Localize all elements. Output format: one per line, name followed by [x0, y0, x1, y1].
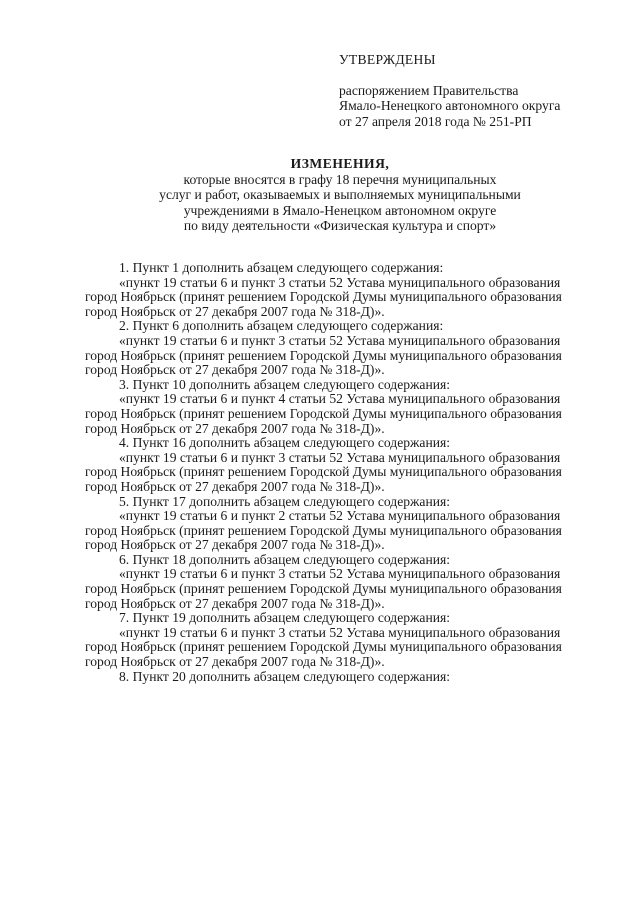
approval-line: Ямало-Ненецкого автономного округа [339, 98, 561, 113]
item-quote-line: город Ноябрьск (принят решением Городской Думы муниципального образования [85, 405, 562, 421]
heading-line: по виду деятельности «Физическая культура и спорт» [183, 217, 497, 233]
item-quote-line: город Ноябрьск (принят решением Городской Думы муниципального образования [85, 289, 562, 305]
change-item [85, 378, 600, 436]
heading-line: которые вносятся в графу 18 перечня муниципальных [183, 172, 497, 188]
document-heading [100, 156, 580, 233]
heading-title: ИЗМЕНЕНИЯ, [290, 156, 390, 171]
change-item [85, 319, 600, 377]
item-lead: 2. Пункт 6 дополнить абзацем следующего содержания: [119, 318, 444, 334]
item-lead: 5. Пункт 17 дополнить абзацем следующего содержания: [119, 493, 451, 509]
change-item [85, 611, 600, 669]
item-lead: 6. Пункт 18 дополнить абзацем следующего содержания: [119, 551, 451, 567]
approval-line: распоряжением Правительства [339, 82, 519, 98]
item-lead: 7. Пункт 19 дополнить абзацем следующего содержания: [119, 610, 451, 626]
item-quote-line: город Ноябрьск от 27 декабря 2007 года № 318-Д)». [85, 303, 385, 319]
item-lead: 8. Пункт 20 дополнить абзацем следующего содержания: [119, 668, 451, 684]
item-quote-line: «пункт 19 статьи 6 и пункт 4 статьи 52 Устава муниципального образования [119, 391, 561, 407]
changes-list [85, 261, 600, 684]
approval-line: от 27 апреля 2018 года № 251-РП [339, 113, 532, 129]
item-quote-line: город Ноябрьск от 27 декабря 2007 года № 318-Д)». [85, 537, 385, 553]
item-lead: 3. Пункт 10 дополнить абзацем следующего содержания: [119, 376, 451, 392]
item-quote-line: «пункт 19 статьи 6 и пункт 3 статьи 52 Устава муниципального образования [119, 449, 561, 465]
item-quote-line: город Ноябрьск (принят решением Городской Думы муниципального образования [85, 464, 562, 480]
heading-line: услуг и работ, оказываемых и выполняемых муниципальными [159, 187, 521, 203]
change-item [85, 261, 600, 319]
item-quote-line: город Ноябрьск (принят решением Городской Думы муниципального образования [85, 639, 562, 655]
item-quote-line: город Ноябрьск (принят решением Городской Думы муниципального образования [85, 347, 562, 363]
change-item [85, 495, 600, 553]
approval-title: УТВЕРЖДЕНЫ [339, 52, 436, 67]
item-quote-line: город Ноябрьск от 27 декабря 2007 года № 318-Д)». [85, 362, 385, 378]
item-quote-line: город Ноябрьск (принят решением Городской Думы муниципального образования [85, 581, 562, 597]
item-quote-line: город Ноябрьск от 27 декабря 2007 года № 318-Д)». [85, 595, 385, 611]
item-quote-line: «пункт 19 статьи 6 и пункт 3 статьи 52 Устава муниципального образования [119, 624, 561, 640]
item-quote-line: «пункт 19 статьи 6 и пункт 3 статьи 52 Устава муниципального образования [119, 274, 561, 290]
item-quote-line: город Ноябрьск от 27 декабря 2007 года № 318-Д)». [85, 420, 385, 436]
approval-block [339, 52, 629, 129]
change-item [85, 553, 600, 611]
item-quote-line: город Ноябрьск (принят решением Городской Думы муниципального образования [85, 522, 562, 538]
item-quote-line: «пункт 19 статьи 6 и пункт 3 статьи 52 Устава муниципального образования [119, 332, 561, 348]
change-item [85, 436, 600, 494]
item-quote-line: «пункт 19 статьи 6 и пункт 2 статьи 52 Устава муниципального образования [119, 508, 561, 524]
item-lead: 4. Пункт 16 дополнить абзацем следующего содержания: [119, 435, 451, 451]
item-quote-line: город Ноябрьск от 27 декабря 2007 года № 318-Д)». [85, 654, 385, 670]
item-lead: 1. Пункт 1 дополнить абзацем следующего содержания: [119, 260, 444, 275]
item-quote-line: город Ноябрьск от 27 декабря 2007 года № 318-Д)». [85, 478, 385, 494]
change-item [85, 670, 600, 685]
heading-line: учреждениями в Ямало-Ненецком автономном округе [183, 202, 497, 218]
item-quote-line: «пункт 19 статьи 6 и пункт 3 статьи 52 Устава муниципального образования [119, 566, 561, 582]
